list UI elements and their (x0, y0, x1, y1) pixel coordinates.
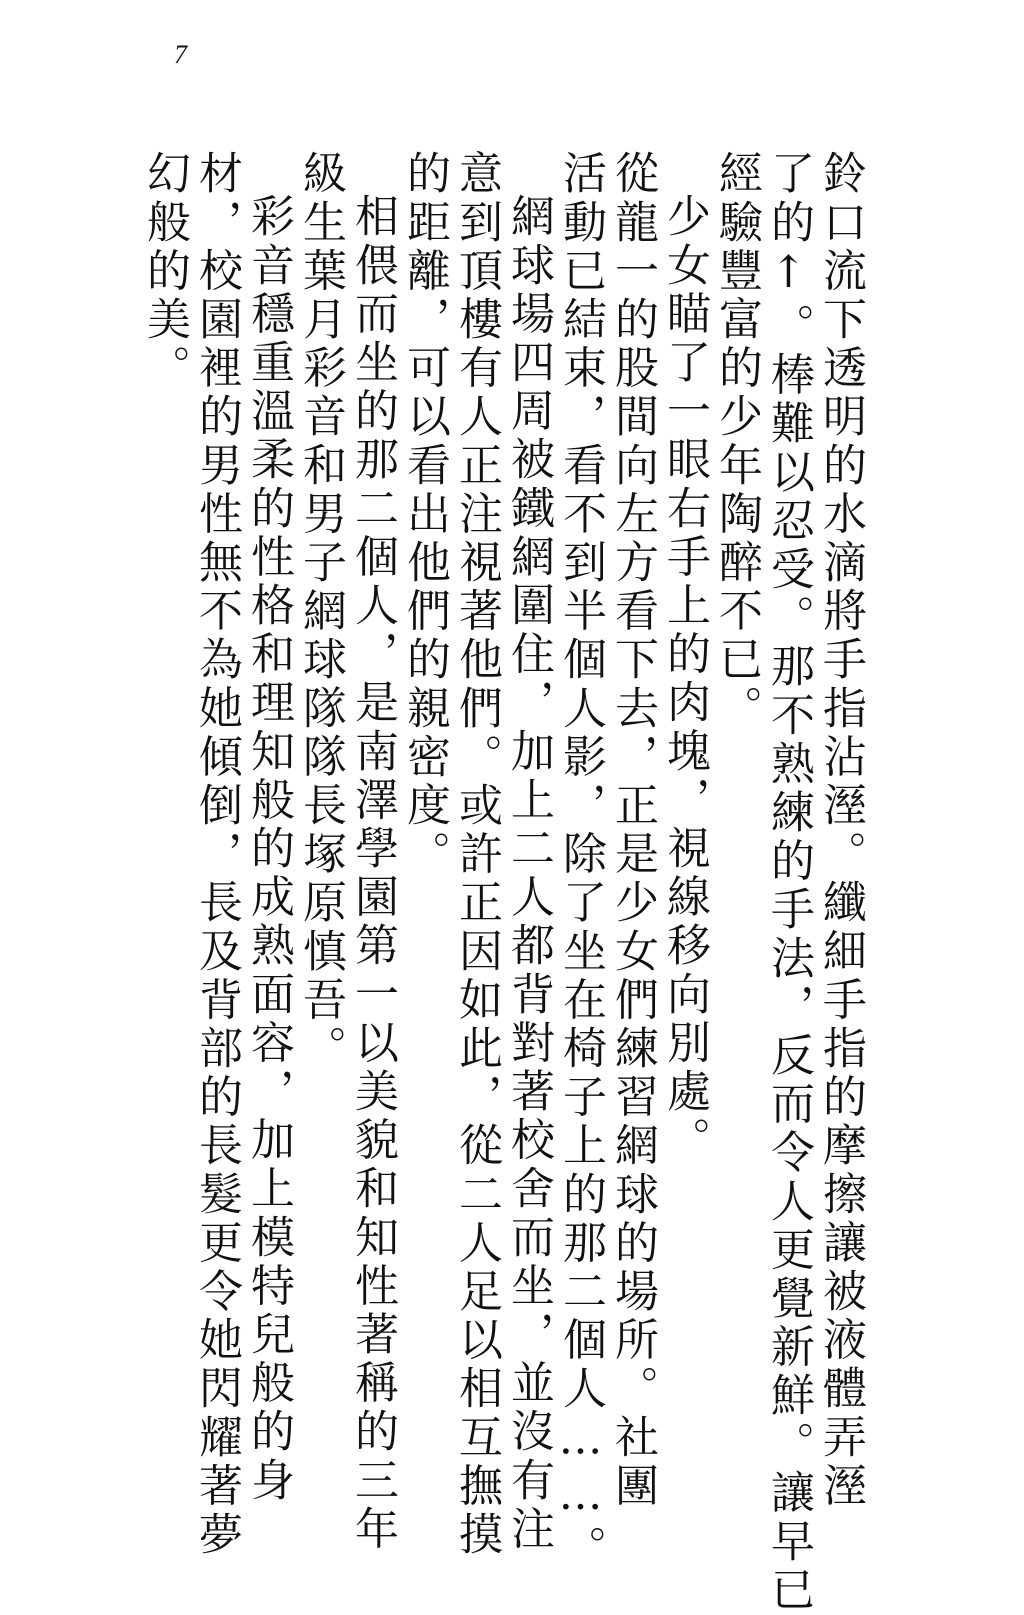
text-column-6: 活動已結束，看不到半個人影，除了坐在椅子上的那二個人……。 (555, 150, 606, 1574)
text-column-13: 材，校園裡的男性無不為她傾倒，長及背部的長髮更令她閃耀著夢 (191, 150, 242, 1560)
text-column-10: 相偎而坐的那二個人，是南澤學園第一以美貌和知性著稱的三年 (347, 193, 398, 1554)
text-column-4: 少女瞄了一眼右手上的肉塊，視線移向別處。 (659, 193, 710, 1165)
text-column-8: 意到頂樓有人正注視著他們。或許正因如此，從二人足以相互撫摸 (451, 150, 502, 1560)
text-column-1: 鈴口流下透明的水滴將手指沾溼。纖細手指的摩擦讓被液體弄溼 (815, 150, 866, 1511)
text-column-3: 經驗豐富的少年陶醉不已。 (711, 150, 762, 734)
text-column-11: 級生葉月彩音和男子網球隊隊長塚原慎吾。 (295, 150, 346, 1074)
page-number: 7 (174, 40, 187, 69)
text-column-9: 的距離，可以看出他們的親密度。 (399, 150, 450, 879)
text-column-14: 幻般的美。 (139, 150, 190, 393)
text-column-2: 了的↑。棒難以忍受。那不熟練的手法，反而令人更覺新鮮。讓早已 (763, 150, 814, 1615)
text-column-7: 網球場四周被鐵網圍住，加上二人都背對著校舍而坐，並沒有注 (503, 193, 554, 1554)
text-column-5: 從龍一的股間向左方看下去，正是少女們練習網球的場所。社團 (607, 150, 658, 1511)
text-column-12: 彩音穩重溫柔的性格和理知般的成熟面容，加上模特兒般的身 (243, 193, 294, 1506)
